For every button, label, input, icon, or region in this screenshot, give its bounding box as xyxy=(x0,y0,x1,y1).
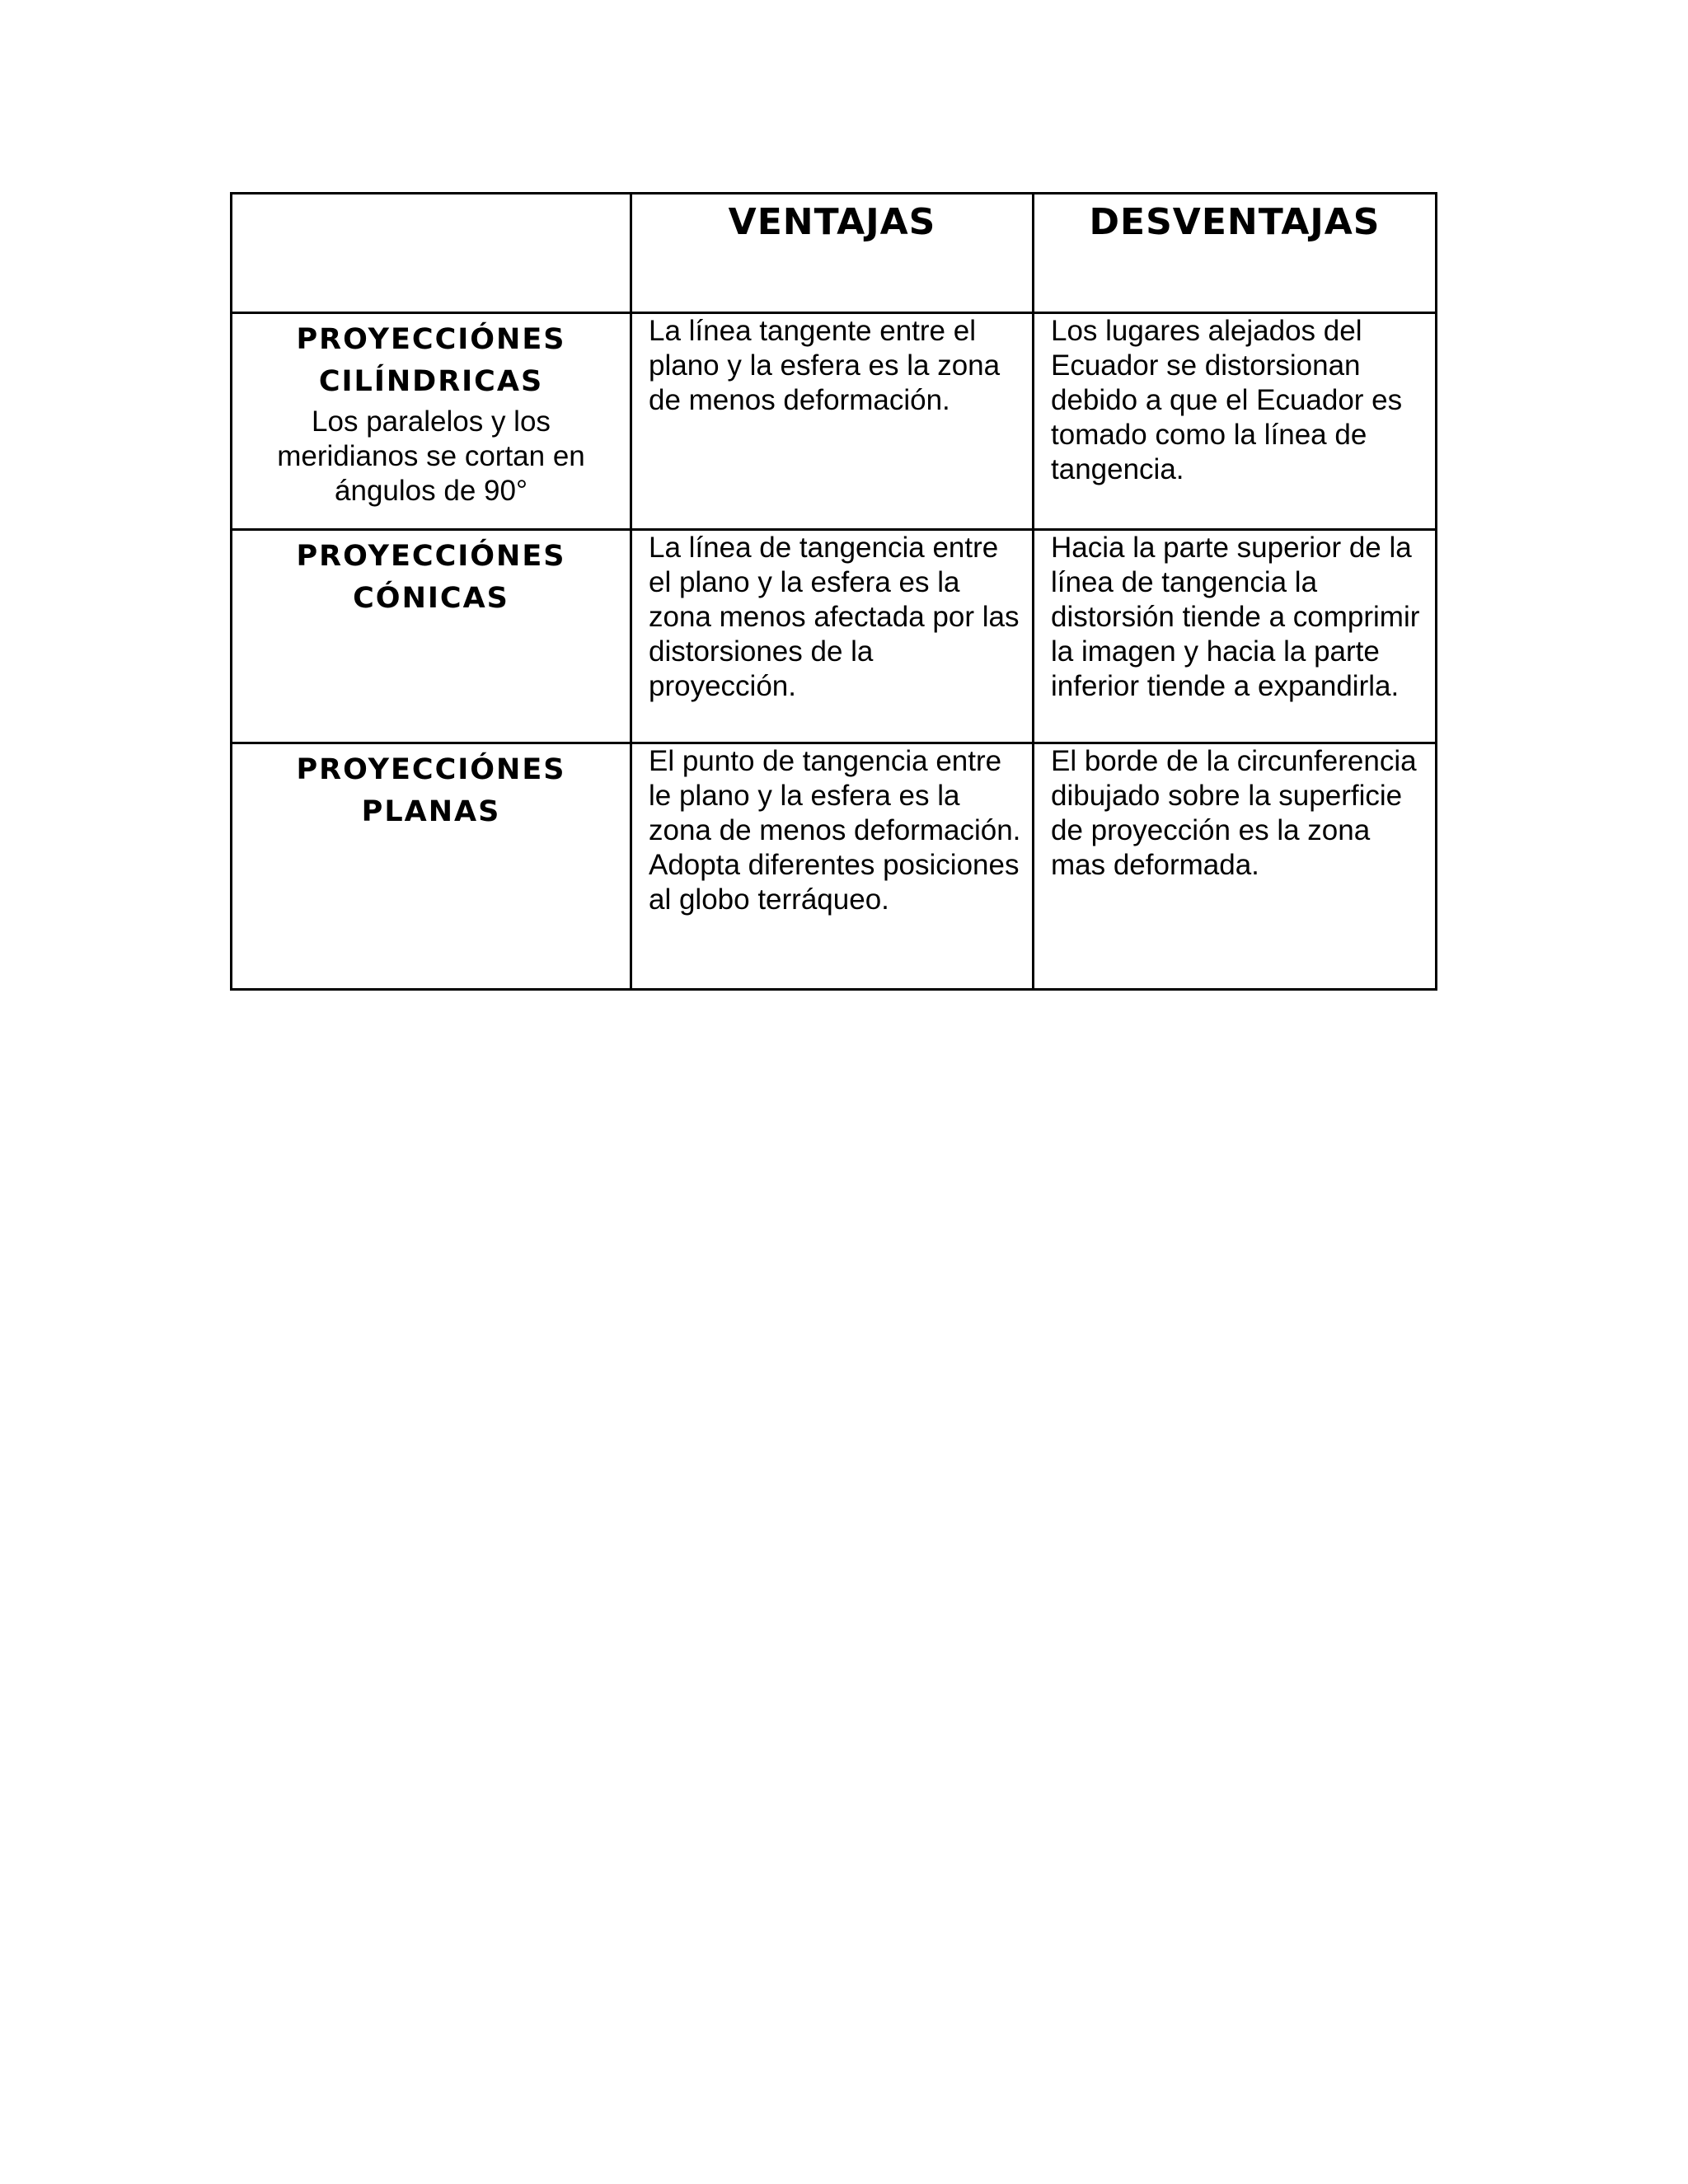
ventajas-cell-cilindricas xyxy=(631,313,1034,530)
row-title-line1: PROYECCIÓNES xyxy=(296,753,566,786)
ventajas-text: Adopta diferentes posiciones al globo terráqueo. xyxy=(649,849,1020,916)
row-note: Los paralelos y los meridianos se cortan en ángulos de 90° xyxy=(277,405,585,507)
header-ventajas: VENTAJAS xyxy=(631,194,1034,313)
row-cilindricas xyxy=(232,313,1437,530)
desventajas-cell-planas xyxy=(1034,743,1437,990)
row-title-line2: CÓNICAS xyxy=(353,582,509,615)
ventajas-cell-planas xyxy=(631,743,1034,990)
projections-table xyxy=(230,192,1437,991)
desventajas-text: Los lugares alejados del Ecuador se distorsionan debido a que el Ecuador es tomado como la línea de tangencia. xyxy=(1051,315,1403,485)
ventajas-text: El punto de tangencia entre le plano y la esfera es la zona de menos deformación. xyxy=(649,745,1021,846)
row-planas xyxy=(232,743,1437,990)
ventajas-text: La línea tangente entre el plano y la esfera es la zona de menos deformación. xyxy=(649,315,1001,416)
header-row xyxy=(232,194,1437,313)
row-title-line2: PLANAS xyxy=(361,795,501,828)
row-title-line2: CILÍNDRICAS xyxy=(318,365,544,398)
header-desventajas: DESVENTAJAS xyxy=(1034,194,1437,313)
ventajas-cell-conicas xyxy=(631,530,1034,743)
row-label-conicas xyxy=(232,530,631,743)
row-title-line1: PROYECCIÓNES xyxy=(296,323,566,356)
header-corner-cell xyxy=(232,194,631,313)
row-label-planas xyxy=(232,743,631,990)
desventajas-text: Hacia la parte superior de la línea de tangencia la distorsión tiende a comprimir la imagen y hacia la parte inferior tiende a expandirla. xyxy=(1051,532,1420,702)
row-conicas xyxy=(232,530,1437,743)
desventajas-cell-conicas xyxy=(1034,530,1437,743)
ventajas-text: La línea de tangencia entre el plano y la esfera es la zona menos afectada por las distorsiones de la proyección. xyxy=(649,532,1020,702)
desventajas-cell-cilindricas xyxy=(1034,313,1437,530)
row-label-cilindricas xyxy=(232,313,631,530)
row-title-line1: PROYECCIÓNES xyxy=(296,540,566,573)
desventajas-text: El borde de la circunferencia dibujado sobre la superficie de proyección es la zona mas deformada. xyxy=(1051,745,1417,881)
